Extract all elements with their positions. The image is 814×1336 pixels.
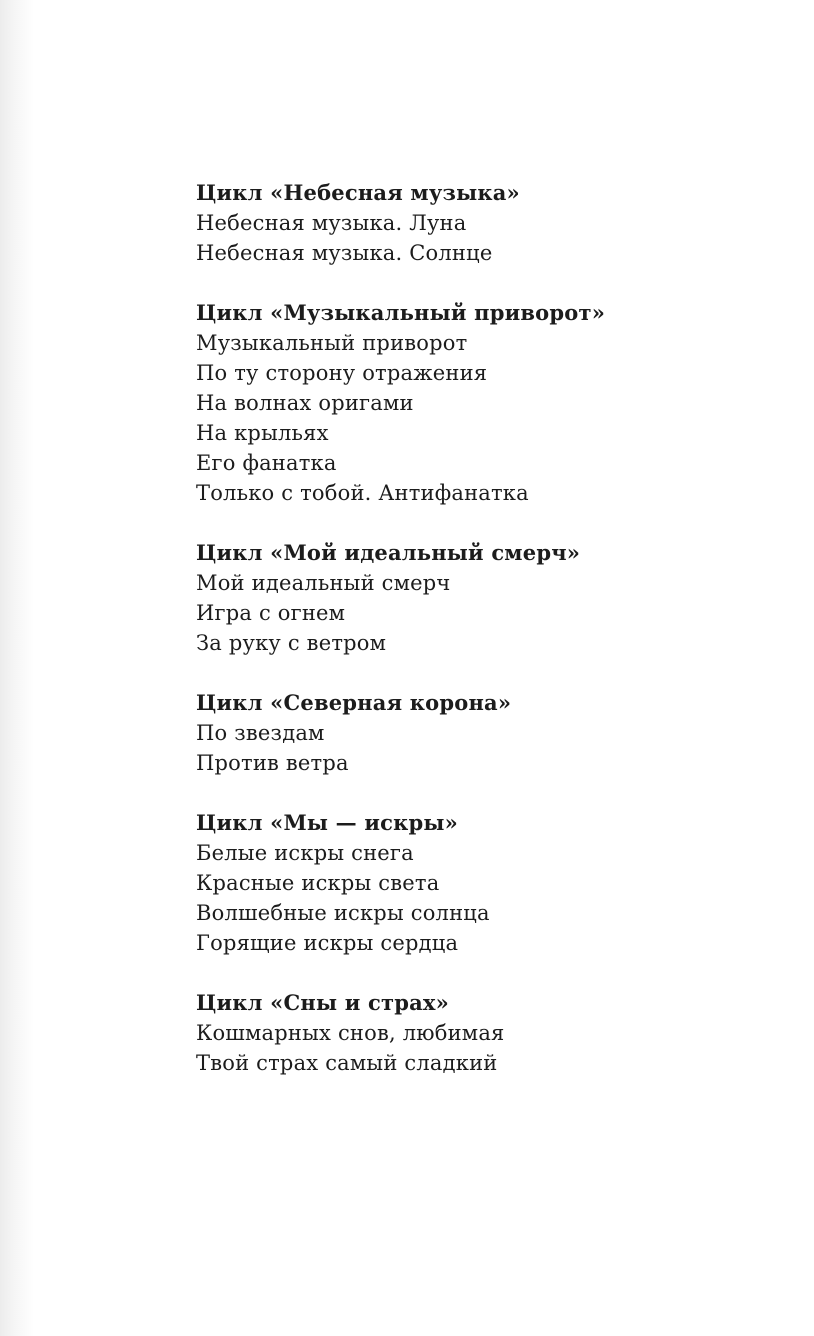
work-item: Кошмарных снов, любимая <box>196 1021 505 1045</box>
cycle-title: Цикл «Сны и страх» <box>196 990 449 1015</box>
work-item: По звездам <box>196 721 325 745</box>
cycle-items <box>196 328 756 508</box>
book-list <box>196 178 756 1108</box>
cycle-items <box>196 718 756 778</box>
work-item: На крыльях <box>196 421 329 445</box>
work-item: Твой страх самый сладкий <box>196 1051 498 1075</box>
work-item: Небесная музыка. Луна <box>196 211 467 235</box>
work-item: Против ветра <box>196 751 349 775</box>
work-item: Только с тобой. Антифанатка <box>196 481 529 505</box>
work-item: Игра с огнем <box>196 601 346 625</box>
work-item: Волшебные искры солнца <box>196 901 490 925</box>
cycle-title: Цикл «Небесная музыка» <box>196 180 520 205</box>
cycle-title: Цикл «Музыкальный приворот» <box>196 300 606 325</box>
work-item: На волнах оригами <box>196 391 414 415</box>
work-item: По ту сторону отражения <box>196 361 488 385</box>
cycle-items <box>196 568 756 658</box>
work-item: Его фанатка <box>196 451 337 475</box>
cycle-my-perfect-tornado <box>196 538 756 658</box>
cycle-dreams-and-fear <box>196 988 756 1078</box>
cycle-items <box>196 1018 756 1078</box>
cycle-heavenly-music <box>196 178 756 268</box>
page-edge-shadow <box>0 0 34 1336</box>
work-item: Красные искры света <box>196 871 440 895</box>
cycle-northern-crown <box>196 688 756 778</box>
work-item: За руку с ветром <box>196 631 387 655</box>
cycle-title: Цикл «Северная корона» <box>196 690 512 715</box>
work-item: Горящие искры сердца <box>196 931 459 955</box>
cycle-title: Цикл «Мы — искры» <box>196 810 458 835</box>
cycle-we-are-sparks <box>196 808 756 958</box>
work-item: Небесная музыка. Солнце <box>196 241 493 265</box>
work-item: Музыкальный приворот <box>196 331 468 355</box>
cycle-title: Цикл «Мой идеальный смерч» <box>196 540 581 565</box>
cycle-items <box>196 838 756 958</box>
cycle-musical-love-spell <box>196 298 756 508</box>
cycle-items <box>196 208 756 268</box>
work-item: Мой идеальный смерч <box>196 571 451 595</box>
work-item: Белые искры снега <box>196 841 414 865</box>
